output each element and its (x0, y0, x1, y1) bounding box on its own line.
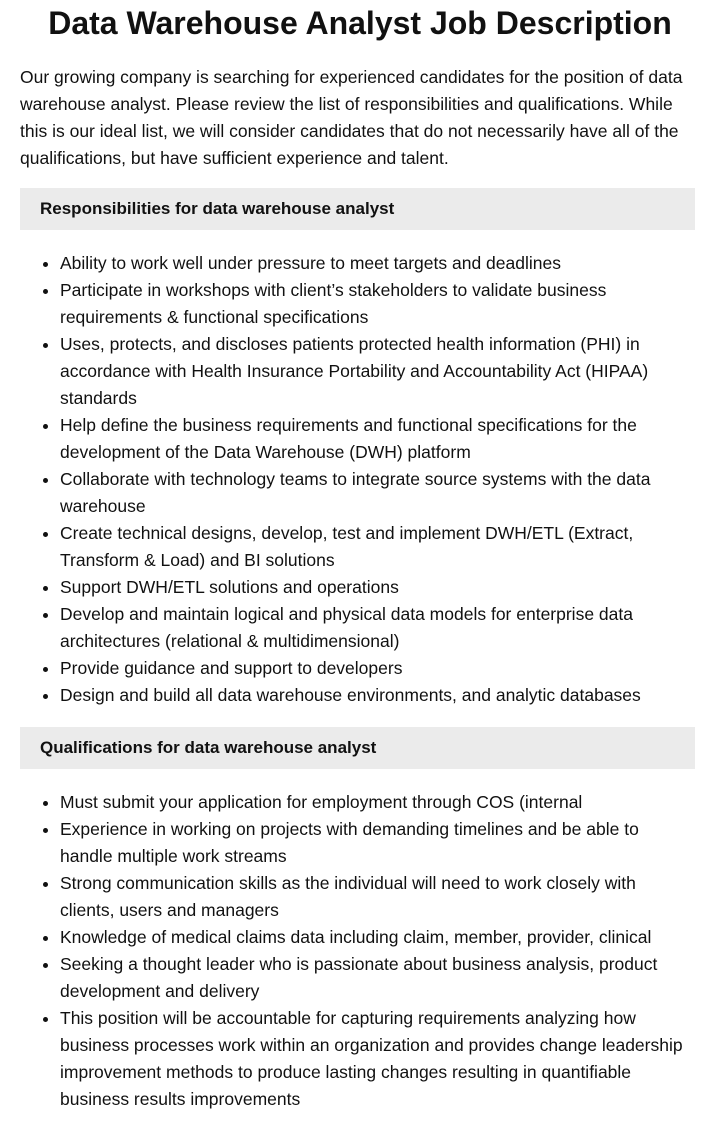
list-item: • Uses, protects, and discloses patients protected health information (PHI) in accordance with Health Insurance Portability and Accountability Act (HIPAA) standards (60, 331, 695, 412)
list-item: • Collaborate with technology teams to integrate source systems with the data warehouse (60, 466, 695, 520)
page-title: Data Warehouse Analyst Job Description (48, 5, 672, 41)
qualifications-heading: Qualifications for data warehouse analyst (20, 727, 695, 769)
list-item: • Design and build all data warehouse environments, and analytic databases (60, 682, 695, 709)
list-item: • Help define the business requirements and functional specifications for the development of the Data Warehouse (DWH) platform (60, 412, 695, 466)
list-item: • Create technical designs, develop, test and implement DWH/ETL (Extract, Transform & Load) and BI solutions (60, 520, 695, 574)
list-item: • Participate in workshops with client’s stakeholders to validate business requirements & functional specifications (60, 277, 695, 331)
list-item: • Seeking a thought leader who is passionate about business analysis, product development and delivery (60, 951, 695, 1005)
list-item: • Support DWH/ETL solutions and operations (60, 574, 695, 601)
list-item: • Strong communication skills as the individual will need to work closely with clients, users and managers (60, 870, 695, 924)
responsibilities-heading: Responsibilities for data warehouse analyst (20, 188, 695, 230)
list-item: • Ability to work well under pressure to meet targets and deadlines (60, 250, 695, 277)
list-item: • This position will be accountable for capturing requirements analyzing how business processes work within an organization and provides change leadership improvement methods to produce lasting changes resulting in quantifiable business results improvements (60, 1005, 695, 1113)
intro-paragraph: Our growing company is searching for experienced candidates for the position of data warehouse analyst. Please review the list of responsibilities and qualifications. While this is our ideal list, we will consider candidates that do not necessarily have all of the qualifications, but have sufficient experience and talent. (20, 67, 683, 168)
list-item: • Must submit your application for employment through COS (internal (60, 789, 695, 816)
list-item: • Provide guidance and support to developers (60, 655, 695, 682)
responsibilities-list (20, 250, 695, 709)
list-item: • Experience in working on projects with demanding timelines and be able to handle multiple work streams (60, 816, 695, 870)
qualifications-list (20, 789, 695, 1113)
list-item: • Knowledge of medical claims data including claim, member, provider, clinical (60, 924, 695, 951)
list-item: • Develop and maintain logical and physical data models for enterprise data architectures (relational & multidimensional) (60, 601, 695, 655)
